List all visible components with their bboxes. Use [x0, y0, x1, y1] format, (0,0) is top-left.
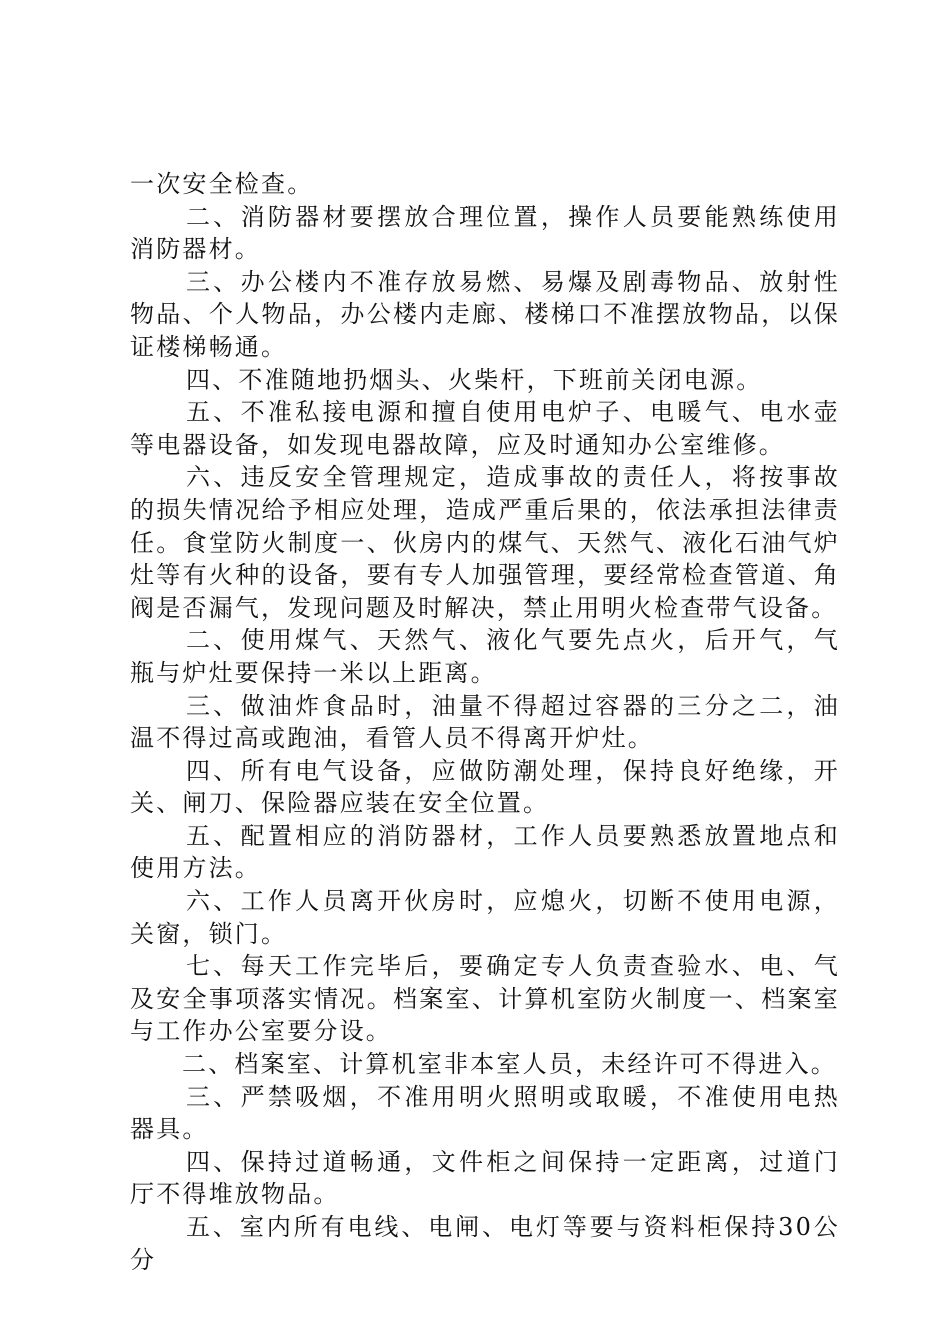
paragraph-10: 五、配置相应的消防器材，工作人员要熟悉放置地点和使用方法。: [130, 821, 840, 883]
paragraph-1: 一次安全检查。: [130, 170, 314, 198]
document-body: [130, 168, 840, 1276]
paragraph-14: 三、严禁吸烟，不准用明火照明或取暖，不准使用电热器具。: [130, 1082, 840, 1144]
paragraph-15: 四、保持过道畅通，文件柜之间保持一定距离，过道门厅不得堆放物品。: [130, 1147, 840, 1209]
paragraph-7: 二、使用煤气、天然气、液化气要先点火，后开气，气瓶与炉灶要保持一米以上距离。: [130, 626, 840, 687]
paragraph-11: 六、工作人员离开伙房时，应熄火，切断不使用电源，关窗，锁门。: [130, 887, 840, 948]
paragraph-4: 四、不准随地扔烟头、火柴杆，下班前关闭电源。: [186, 365, 763, 394]
paragraph-8: 三、做油炸食品时，油量不得超过容器的三分之二，油温不得过高或跑油，看管人员不得离开炉灶。: [130, 691, 840, 753]
paragraph-2: 二、消防器材要摆放合理位置，操作人员要能熟练使用消防器材。: [130, 202, 840, 264]
paragraph-12: 七、每天工作完毕后，要确定专人负责查验水、电、气及安全事项落实情况。档案室、计算机室防火制度一、档案室与工作办公室要分设。: [130, 952, 840, 1046]
paragraph-3: 三、办公楼内不准存放易燃、易爆及剧毒物品、放射性物品、个人物品，办公楼内走廊、楼梯口不准摆放物品，以保证楼梯畅通。: [130, 267, 840, 361]
paragraph-6: 六、违反安全管理规定，造成事故的责任人，将按事故的损失情况给予相应处理，造成严重后果的，依法承担法律责任。食堂防火制度一、伙房内的煤气、天然气、液化石油气炉灶等有火种的设备，要有专人加强管理，要经常检查管道、角阀是否漏气，发现问题及时解决，禁止用明火检查带气设备。: [130, 463, 840, 622]
paragraph-13: 二、档案室、计算机室非本室人员，未经许可不得进入。: [182, 1050, 837, 1079]
paragraph-5: 五、不准私接电源和擅自使用电炉子、电暖气、电水壶等电器设备，如发现电器故障，应及时通知办公室维修。: [130, 398, 840, 459]
paragraph-9: 四、所有电气设备，应做防潮处理，保持良好绝缘，开关、闸刀、保险器应装在安全位置。: [130, 756, 840, 818]
paragraph-16: 五、室内所有电线、电闸、电灯等要与资料柜保持30公分: [130, 1213, 840, 1274]
